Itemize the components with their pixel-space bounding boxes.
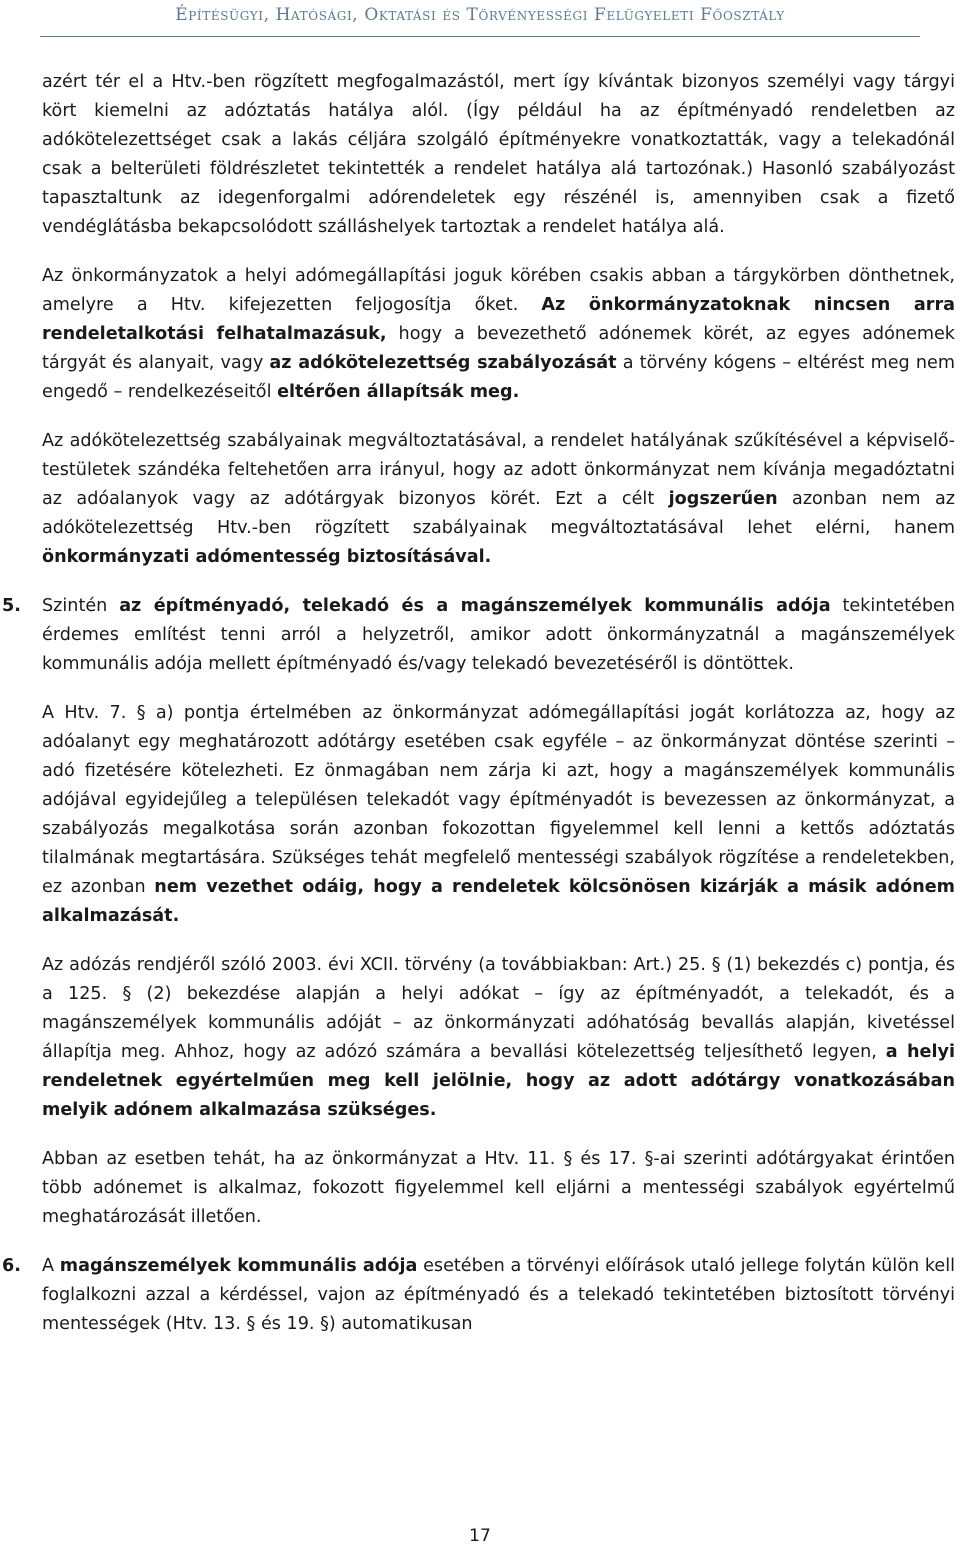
- emphasis: a helyi rendeletnek egyértelműen meg kell jelölnie, hogy az adott adótárgy vonatkozásában melyik adónem alkalmazása szükséges.: [42, 1042, 955, 1120]
- emphasis: az adókötelezettség szabályozását: [269, 353, 617, 373]
- emphasis: Az önkormányzatoknak nincsen arra rendeletalkotási felhatalmazásuk,: [42, 295, 956, 344]
- emphasis: magánszemélyek kommunális adója: [59, 1256, 418, 1276]
- emphasis: eltérően állapítsák meg.: [277, 382, 520, 402]
- paragraph-3: Az adókötelezettség szabályainak megváltoztatásával, a rendelet hatályának szűkítésével a képviselő-testületek szándéka feltehetően arra irányul, hogy az adott önkormányzat nem kívánja megadóztatni az adóalanyok vagy az adótárgyak bizonyos körét. Ezt a célt jogszerűen azonban nem az adókötelezettség Htv.-ben rögzített szabályainak megváltoztatásával lehet elérni, hanem önkormányzati adómentesség biztosításával.: [42, 431, 955, 567]
- paragraph-7: Abban az esetben tehát, ha az önkormányzat a Htv. 11. § és 17. §-ai szerinti adótárgyakat érintően több adónemet is alkalmaz, fokozott figyelemmel kell eljárni a mentességi szabályok egyértelmű meghatározását illetően.: [42, 1149, 955, 1227]
- page-header: [40, 0, 920, 37]
- emphasis: nem vezethet odáig, hogy a rendeletek kölcsönösen kizárják a másik adónem alkalmazását.: [42, 877, 955, 926]
- item-number: 5.: [2, 596, 21, 616]
- item-number: 6.: [2, 1256, 21, 1276]
- paragraph-2: Az önkormányzatok a helyi adómegállapítási joguk körében csakis abban a tárgykörben dönthetnek, amelyre a Htv. kifejezetten feljogosítja őket. Az önkormányzatoknak nincsen arra rendeletalkotási felhatalmazásuk, hogy a bevezethető adónemek körét, az egyes adónemek tárgyát és alanyait, vagy az adókötelezettség szabályozását a törvény kógens – eltérést meg nem engedő – rendelkezéseitől eltérően állapítsák meg.: [42, 266, 956, 402]
- emphasis: önkormányzati adómentesség biztosításával.: [42, 547, 492, 567]
- header-title: Építésügyi, Hatósági, Oktatási és Törvényességi Felügyeleti Főosztály: [175, 5, 785, 25]
- page-number: 17: [469, 1526, 491, 1546]
- document-body: [2, 68, 956, 1359]
- numbered-item-6: 6. A magánszemélyek kommunális adója esetében a törvényi előírások utaló jellege folytán külön kell foglalkozni azzal a kérdéssel, vajon az építményadó és a telekadó tekintetében biztosított törvényi mentességek (Htv. 13. § és 19. §) automatikusan: [42, 1252, 955, 1339]
- emphasis: jogszerűen: [668, 489, 778, 509]
- paragraph-6: Az adózás rendjéről szóló 2003. évi XCII. törvény (a továbbiakban: Art.) 25. § (1) bekezdés c) pontja, és a 125. § (2) bekezdése alapján a helyi adókat – így az építményadót, a telekadót, és a magánszemélyek kommunális adóját – az önkormányzati adóhatóság bevallás alapján, kivetéssel állapítja meg. Ahhoz, hogy az adózó számára a bevallási kötelezettség teljesíthető legyen, a helyi rendeletnek egyértelműen meg kell jelölnie, hogy az adott adótárgy vonatkozásában melyik adónem alkalmazása szükséges.: [42, 955, 955, 1120]
- emphasis: az építményadó, telekadó és a magánszemélyek kommunális adója: [119, 596, 831, 616]
- paragraph-1: azért tér el a Htv.-ben rögzített megfogalmazástól, mert így kívántak bizonyos személyi vagy tárgyi kört kiemelni az adóztatás hatálya alól. (Így például ha az építményadó rendeletben az adókötelezettséget csak a lakás céljára szolgáló építményekre vonatkoztatták, vagy a telekadónál csak a belterületi földrészletet tekintették a rendelet hatálya alá tartozónak.) Hasonló szabályozást tapasztaltunk az idegenforgalmi adórendeletek egy részénél is, amennyiben csak a fizető vendéglátásba bekapcsolódott szálláshelyek tartoztak a rendelet hatálya alá.: [42, 72, 955, 237]
- numbered-item-5: 5. Szintén az építményadó, telekadó és a magánszemélyek kommunális adója tekintetében érdemes említést tenni arról a helyzetről, amikor adott önkormányzatnál a magánszemélyek kommunális adója mellett építményadó és/vagy telekadó bevezetéséről is döntöttek.: [42, 592, 955, 679]
- paragraph-5: A Htv. 7. § a) pontja értelmében az önkormányzat adómegállapítási jogát korlátozza az, hogy az adóalanyt egy meghatározott adótárgy esetében csak egyféle – az önkormányzat döntése szerinti – adó fizetésére kötelezheti. Ez önmagában nem zárja ki azt, hogy a magánszemélyek kommunális adójával egyidejűleg a településen telekadót vagy építményadót is bevezessen az önkormányzat, a szabályozás megalkotása során azonban fokozottan figyelemmel kell lenni a kettős adóztatás tilalmának megtartására. Szükséges tehát megfelelő mentességi szabályok rögzítése a rendeletekben, ez azonban nem vezethet odáig, hogy a rendeletek kölcsönösen kizárják a másik adónem alkalmazását.: [42, 703, 955, 926]
